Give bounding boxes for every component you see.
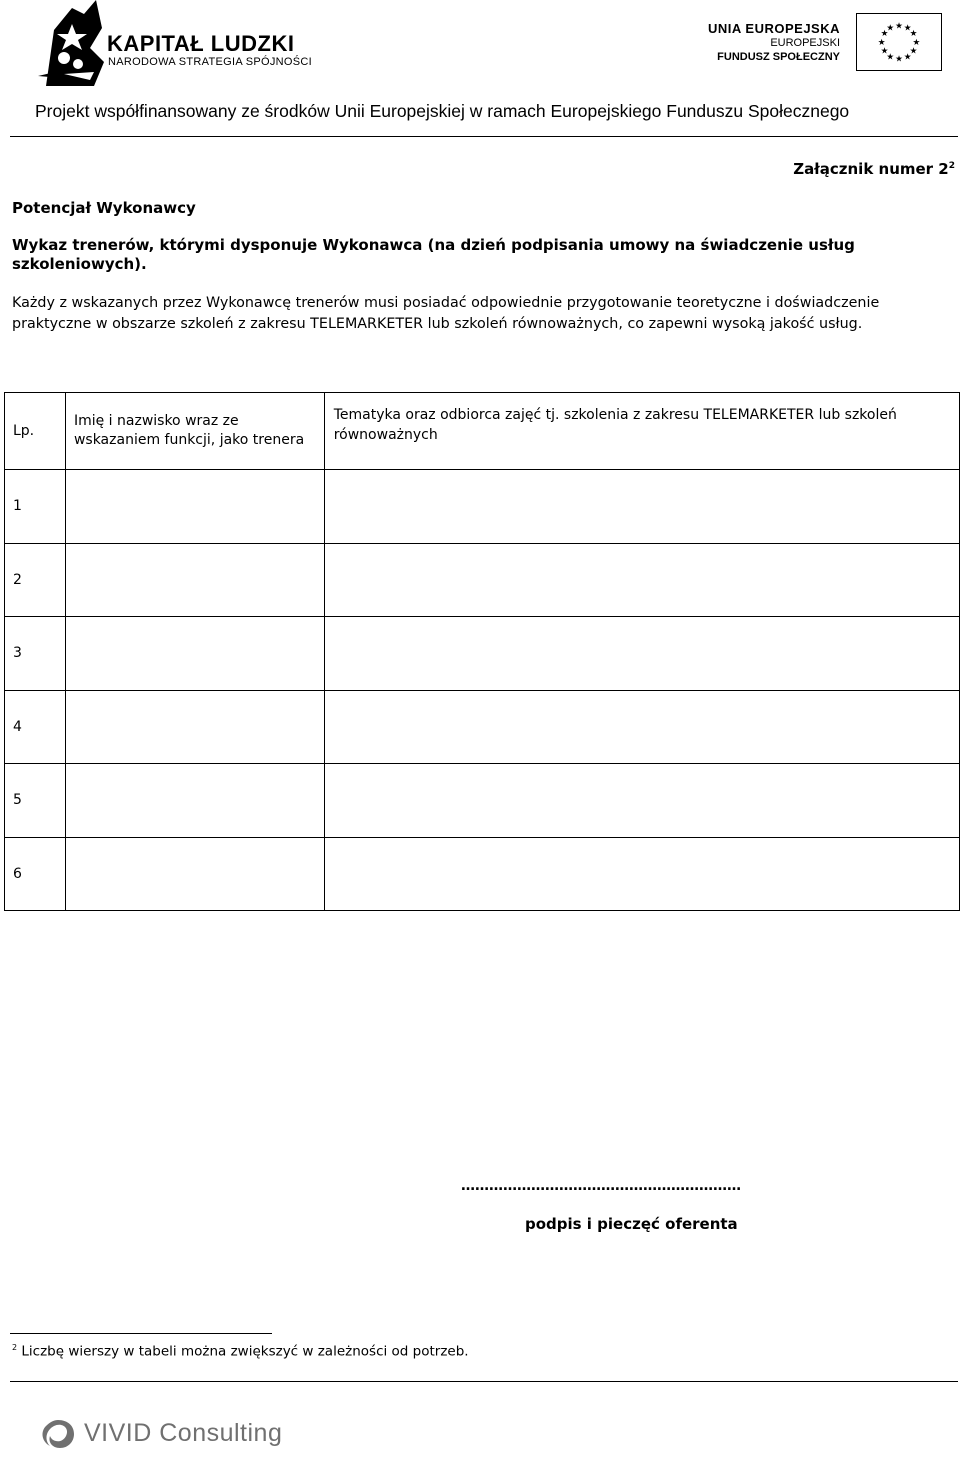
table-row	[5, 837, 960, 911]
signature-label: podpis i pieczęć oferenta	[525, 1215, 738, 1233]
name-cell[interactable]	[65, 470, 324, 544]
name-cell[interactable]	[65, 617, 324, 691]
name-cell[interactable]	[65, 837, 324, 911]
svg-text:★: ★	[912, 37, 921, 48]
topic-cell[interactable]	[324, 764, 959, 838]
header-lp: Lp.	[5, 393, 66, 470]
row-number: 5	[5, 764, 66, 838]
logo-left-title: KAPITAŁ LUDZKI	[107, 31, 295, 56]
svg-text:★: ★	[880, 29, 889, 40]
svg-text:★: ★	[909, 29, 918, 40]
row-number: 1	[5, 470, 66, 544]
footnote: $^2$ Liczbę wierszy w tabeli można zwiększyć w zależności od potrzeb.	[12, 1343, 469, 1360]
table-header-row	[5, 393, 960, 470]
svg-text:★: ★	[903, 23, 912, 34]
vivid-logo-text: VIVID Consulting	[84, 1419, 283, 1447]
logo-left-subtitle: NARODOWA STRATEGIA SPÓJNOŚCI	[108, 56, 312, 68]
svg-text:★: ★	[886, 52, 895, 63]
vivid-swirl-icon	[38, 1416, 78, 1452]
svg-text:★: ★	[877, 37, 886, 48]
svg-text:★: ★	[895, 21, 903, 32]
svg-text:★: ★	[880, 46, 889, 57]
table-row	[5, 543, 960, 617]
intro-paragraph: Każdy z wskazanych przez Wykonawcę trenerów musi posiadać odpowiednie przygotowanie teoretyczne i doświadczenie praktyczne w obszarze szkoleń z zakresu TELEMARKETER lub szkoleń równoważnych, co zapewni wysoką jakość usług.	[12, 295, 880, 332]
row-number: 6	[5, 837, 66, 911]
header-divider	[10, 136, 958, 137]
svg-text:★: ★	[903, 52, 912, 63]
table-row	[5, 470, 960, 544]
svg-text:★: ★	[886, 23, 895, 34]
vivid-consulting-logo	[38, 1416, 298, 1456]
svg-text:★: ★	[909, 46, 918, 57]
footnote-separator	[10, 1333, 272, 1334]
name-cell[interactable]	[65, 764, 324, 838]
attachment-label: Załącznik numer $2^2$	[793, 160, 955, 178]
trainers-table	[4, 392, 960, 911]
section-title: Potencjał Wykonawcy	[12, 199, 196, 217]
row-number: 3	[5, 617, 66, 691]
eu-logo-text	[708, 22, 840, 64]
name-cell[interactable]	[65, 543, 324, 617]
header-topic: Tematyka oraz odbiorca zajęć tj. szkolenia z zakresu TELEMARKETER lub szkoleń równoważnych	[324, 393, 959, 470]
table-row	[5, 764, 960, 838]
topic-cell[interactable]	[324, 617, 959, 691]
svg-text:★: ★	[895, 54, 903, 65]
topic-cell[interactable]	[324, 690, 959, 764]
eu-line-3: FUNDUSZ SPOŁECZNY	[717, 51, 840, 63]
footer-divider	[10, 1381, 958, 1382]
eu-flag-icon	[856, 13, 942, 71]
topic-cell[interactable]	[324, 543, 959, 617]
topic-cell[interactable]	[324, 837, 959, 911]
table-row	[5, 690, 960, 764]
eu-line-2: EUROPEJSKI	[770, 37, 840, 49]
eu-line-1: UNIA EUROPEJSKA	[708, 21, 840, 36]
list-title: Wykaz trenerów, którymi dysponuje Wykonawca (na dzień podpisania umowy na świadczenie usług szkoleniowych).	[12, 236, 855, 273]
topic-cell[interactable]	[324, 470, 959, 544]
signature-line: ……………………………………………………	[461, 1178, 741, 1194]
table-row	[5, 617, 960, 691]
project-cofinancing-line: Projekt współfinansowany ze środków Unii Europejskiej w ramach Europejskiego Funduszu Społecznego	[35, 101, 850, 121]
name-cell[interactable]	[65, 690, 324, 764]
row-number: 4	[5, 690, 66, 764]
header-name: Imię i nazwisko wraz ze wskazaniem funkcji, jako trenera	[65, 393, 324, 470]
row-number: 2	[5, 543, 66, 617]
kapital-ludzki-logo-icon	[24, 0, 114, 88]
